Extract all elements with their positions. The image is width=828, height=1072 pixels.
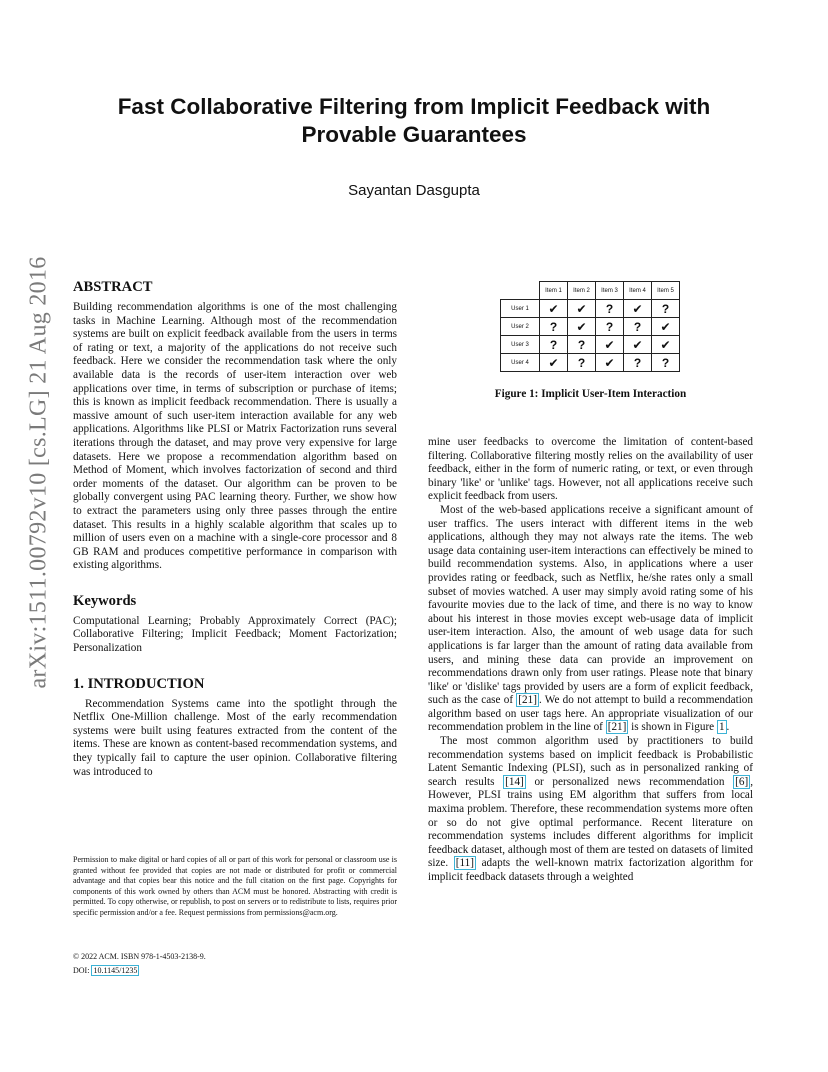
intro-paragraph-1: mine user feedbacks to overcome the limitation of content-based filtering. Collaborative filtering mostly relies on the availability of user feedback, either in the form of numeric rating, or text, or even through binary 'like' or 'unlike' tags. However, not all applications receive such explicit feedback from users.	[428, 436, 753, 503]
matrix-cell: ✔	[540, 300, 568, 318]
citation-link-6[interactable]: [6]	[735, 775, 749, 788]
matrix-cell: ✔	[596, 354, 624, 372]
keywords-text: Computational Learning; Probably Approximately Correct (PAC); Collaborative Filtering; Implicit Feedback; Moment Factorization; Personalization	[73, 614, 397, 655]
matrix-cell: ?	[652, 354, 680, 372]
item-header: Item 1	[540, 282, 568, 300]
matrix-corner	[501, 282, 540, 300]
paragraph-text: adapts the well-known matrix factorization algorithm for implicit feedback datasets through a weighted	[428, 857, 753, 883]
item-header: Item 4	[624, 282, 652, 300]
arxiv-stamp	[14, 255, 64, 689]
matrix-cell: ✔	[652, 336, 680, 354]
abstract-text: Building recommendation algorithms is one of the most challenging tasks in Machine Learning. Although most of the recommendation systems are built on explicit feedback available from the users in terms of rating or text, a majority of the applications do not receive such feedback. Here we consider the recommendation task where the only available data is the records of user-item interaction over web applications over time, in terms of subscription or purchase of items; this is known as implicit feedback recommendation. There is usually a massive amount of such user-item interaction available for any web applications. Algorithms like PLSI or Matrix Factorization runs several iterations through the dataset, and may prove very expensive for large datasets. Here we propose a recommendation algorithm based on Method of Moment, which involves factorization of second and third order moments of the dataset. Our algorithm can be proven to be globally convergent using PAC learning theory. Further, we show how to extract the parameters using only three passes through the entire dataset. This results in a highly scalable algorithm that scales up to million of users even on a machine with a single-core processor and 8 GB RAM and produces competitive performance in comparison with existing algorithms.	[73, 301, 397, 572]
arxiv-identifier: arXiv:1511.00792v10 [cs.LG] 21 Aug 2016	[25, 255, 52, 689]
user-item-matrix	[500, 281, 680, 372]
intro-paragraph-3	[428, 735, 753, 885]
citation-link-21[interactable]: [21]	[607, 721, 627, 734]
user-label: User 2	[501, 318, 540, 336]
matrix-header-row	[501, 282, 680, 300]
matrix-row	[501, 300, 680, 318]
matrix-cell: ✔	[596, 336, 624, 354]
paragraph-text: is shown in Figure	[628, 721, 717, 734]
matrix-cell: ✔	[652, 318, 680, 336]
paragraph-text: .	[726, 721, 730, 734]
item-header: Item 2	[568, 282, 596, 300]
user-label: User 3	[501, 336, 540, 354]
user-label: User 1	[501, 300, 540, 318]
citation-link-21[interactable]: [21]	[518, 694, 537, 707]
matrix-cell: ?	[540, 318, 568, 336]
matrix-row	[501, 336, 680, 354]
intro-paragraph-2	[428, 504, 753, 735]
matrix-cell: ✔	[540, 354, 568, 372]
item-header: Item 3	[596, 282, 624, 300]
item-header: Item 5	[652, 282, 680, 300]
author: Sayantan Dasgupta	[348, 182, 480, 199]
matrix-cell: ✔	[624, 300, 652, 318]
citation-link-11[interactable]: [11]	[455, 857, 474, 870]
matrix-cell: ?	[624, 318, 652, 336]
paper-title	[70, 93, 758, 149]
introduction-text-left: Recommendation Systems came into the spotlight through the Netflix One-Million challenge. Most of the early recommendation systems were built using features extracted from the content of the items. These are known as content-based recommendation systems, and they typically fail to capture the user opinion. Collaborative filtering was introduced to	[73, 697, 397, 778]
doi-line	[73, 964, 397, 978]
introduction-heading: 1. INTRODUCTION	[73, 675, 205, 692]
citation-link-14[interactable]: [14]	[505, 775, 524, 788]
copyright-block	[73, 950, 397, 978]
paragraph-text: The most common algorithm used by practitioners to build recommendation systems based on implicit feedback is Probabilistic Latent Semantic Indexing (PLSI), such as in personalized ranking of search results	[428, 735, 753, 788]
doi-link[interactable]: 10.1145/1235	[93, 966, 138, 975]
matrix-cell: ✔	[568, 318, 596, 336]
doi-label: DOI:	[73, 966, 92, 975]
figure-caption: Figure 1: Implicit User-Item Interaction	[494, 388, 687, 400]
title-line-1: Fast Collaborative Filtering from Implicit Feedback with	[117, 94, 711, 119]
paragraph-text: . We do not attempt to build a recommendation algorithm based on user tags here. An appropriate visualization of our recommendation problem in the line of	[428, 694, 753, 734]
user-label: User 4	[501, 354, 540, 372]
matrix-cell: ?	[624, 354, 652, 372]
permission-notice: Permission to make digital or hard copies of all or part of this work for personal or classroom use is granted without fee provided that copies are not made or distributed for profit or commercial advantage and that copies bear this notice and the full citation on the first page. Copyrights for components of this work owned by others than ACM must be honored. Abstracting with credit is permitted. To copy otherwise, or republish, to post on servers or to redistribute to lists, requires prior specific permission and/or a fee. Request permissions from permissions@acm.org.	[73, 855, 397, 917]
matrix-row	[501, 354, 680, 372]
matrix-cell: ?	[568, 336, 596, 354]
title-line-2: Provable Guarantees	[301, 122, 527, 147]
left-column	[73, 279, 397, 779]
matrix-cell: ?	[568, 354, 596, 372]
paragraph-text: Most of the web-based applications receive a significant amount of user traffics. The users interact with different items in the web applications, although they may not always rate the items. The web usage data containing user-item interactions can effectively be mined to build recommendation systems. Also, in applications where a user provides rating or feedback, such as Netflix, he/she rates only a small subset of movies watched. A user may simply avoid rating some of his favourite movies due to the lack of time, and there is no way to know about his interest in those movies except web-usage data of implicit user-item interaction. Also, the amount of web usage data for such applications is far larger than the amount of rating data available from users, and mining these data can provide an improvement on recommendations drawn only from user ratings. Please note that binary 'like' or 'dislike' tags provided by users are a form of explicit feedback, such as the case of	[428, 503, 753, 707]
matrix-cell: ?	[596, 318, 624, 336]
figure-ref-link[interactable]: 1	[718, 721, 725, 734]
matrix-row	[501, 318, 680, 336]
matrix-cell: ✔	[568, 300, 596, 318]
paragraph-text: or personalized news recommendation	[525, 775, 734, 788]
right-column	[428, 436, 753, 885]
keywords-heading: Keywords	[73, 592, 137, 609]
figure-1	[500, 281, 680, 372]
matrix-cell: ?	[596, 300, 624, 318]
copyright-line: © 2022 ACM. ISBN 978-1-4503-2138-9.	[73, 952, 206, 961]
matrix-cell: ✔	[624, 336, 652, 354]
abstract-heading: ABSTRACT	[73, 279, 153, 295]
paragraph-text: , However, PLSI trains using EM algorithm that suffers from local maxima problem. Therefore, these recommendation systems more often or so do not give optimal performance. Recent literature on recommendation systems includes different algorithms for implicit feedback dataset, although most of them are tested on datasets of limited size.	[428, 775, 753, 870]
matrix-cell: ?	[540, 336, 568, 354]
matrix-cell: ?	[652, 300, 680, 318]
